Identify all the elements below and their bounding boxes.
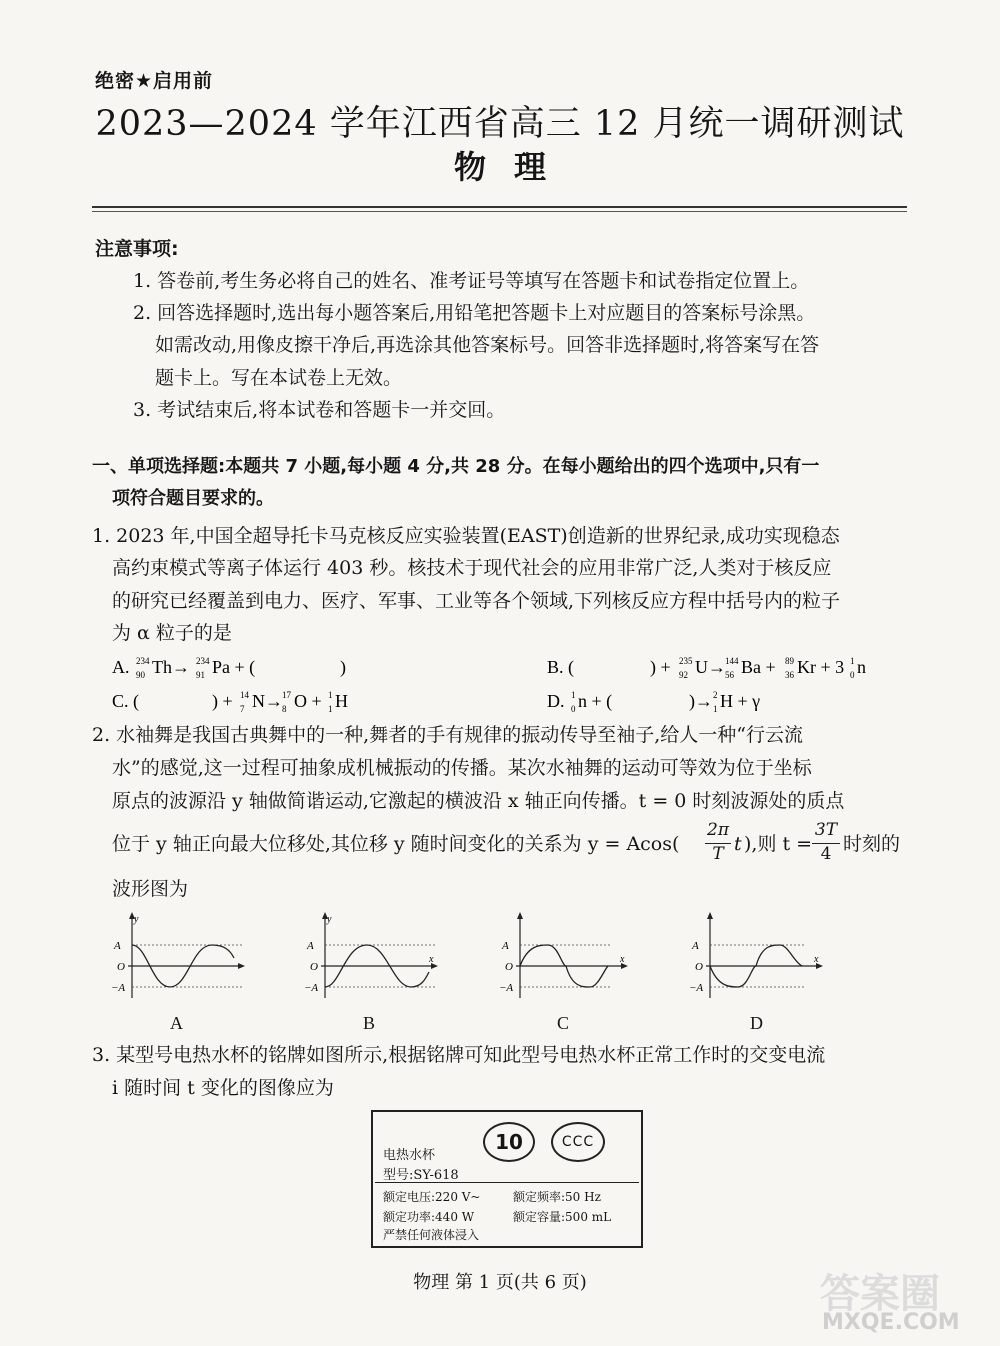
wave-graph-svg — [690, 910, 825, 1000]
notice-item: 1. 答卷前,考生务必将自己的姓名、准考证号等填写在答题卡和试卷指定位置上。 — [133, 270, 810, 292]
svg-text:0: 0 — [571, 704, 576, 714]
notice-heading: 注意事项: — [95, 238, 179, 260]
notice-item: 2. 回答选择题时,选出每小题答案后,用铅笔把答题卡上对应题目的答案标号涂黑。 — [133, 302, 816, 324]
svg-text:1: 1 — [713, 704, 718, 714]
section-heading: 一、单项选择题:本题共 7 小题,每小题 4 分,共 28 分。在每小题给出的四个选项中,只有一 — [92, 456, 820, 477]
svg-text:n + (: n + ( — [578, 691, 613, 711]
q1-stem: 高约束模式等离子体运行 403 秒。核技术于现代社会的应用非常广泛,人类对于核反应 — [112, 557, 832, 579]
svg-text:−A: −A — [112, 982, 126, 994]
plate-power: 额定功率:440 W — [383, 1210, 475, 1224]
notice-item: 题卡上。写在本试卷上无效。 — [155, 367, 403, 389]
svg-text:Ba +: Ba + — [741, 657, 776, 677]
svg-text:x: x — [814, 954, 819, 965]
plate-divider — [375, 1182, 639, 1183]
svg-text:A: A — [692, 940, 699, 952]
option-d-label: D. — [547, 691, 565, 711]
q2-stem: 波形图为 — [112, 878, 189, 900]
svg-text:)→: )→ — [689, 691, 713, 711]
wave-graph-b — [305, 910, 440, 1000]
option-b-label: B. ( — [547, 657, 574, 677]
svg-text:234: 234 — [136, 656, 150, 666]
svg-text:−A: −A — [500, 982, 514, 994]
wave-graph-svg — [112, 910, 247, 1000]
svg-text:1: 1 — [850, 656, 855, 666]
q2-stem: 原点的波源沿 y 轴做简谐运动,它激起的横波沿 x 轴正向传播。t = 0 时刻波源处的质点 — [112, 790, 845, 812]
svg-text:Th→: Th→ — [152, 657, 190, 677]
frac-denominator: T — [705, 843, 731, 864]
option-a-equation — [110, 652, 360, 682]
wave-graph-c — [500, 910, 635, 1000]
svg-text:89: 89 — [785, 656, 794, 666]
svg-text:): ) — [340, 657, 346, 677]
exam-title: 2023—2024 学年江西省高三 12 月统一调研测试 — [95, 104, 905, 144]
plate-frequency: 额定频率:50 Hz — [513, 1190, 601, 1204]
q1-stem: 为 α 粒子的是 — [112, 622, 232, 644]
svg-text:A: A — [114, 940, 121, 952]
svg-text:−A: −A — [690, 982, 704, 994]
q2-formula-text: 位于 y 轴正向最大位移处,其位移 y 随时间变化的关系为 y = Acos( — [112, 833, 680, 855]
svg-text:y: y — [134, 914, 139, 925]
svg-text:1: 1 — [328, 690, 333, 700]
svg-text:H + γ: H + γ — [720, 691, 761, 711]
wave-graph-d — [690, 910, 825, 1000]
q1-stem: 的研究已经覆盖到电力、医疗、军事、工业等各个领域,下列核反应方程中括号内的粒子 — [112, 590, 841, 612]
svg-text:A: A — [502, 940, 509, 952]
notice-item: 3. 考试结束后,将本试卷和答题卡一并交回。 — [133, 399, 506, 421]
graph-label-d: D — [750, 1013, 763, 1033]
q2-stem: 2. 水袖舞是我国古典舞中的一种,舞者的手有规律的振动传导至袖子,给人一种“行云流 — [92, 724, 803, 746]
energy-badge-icon: 10 — [483, 1122, 535, 1162]
q1-option-a — [110, 652, 360, 686]
svg-text:O: O — [505, 961, 513, 973]
q3-stem: i 随时间 t 变化的图像应为 — [112, 1077, 334, 1099]
section-heading-cont: 项符合题目要求的。 — [112, 488, 274, 509]
svg-text:A: A — [307, 940, 314, 952]
svg-text:n: n — [857, 657, 866, 677]
plate-warning: 严禁任何液体浸入 — [383, 1228, 480, 1242]
wave-graph-svg — [500, 910, 635, 1000]
option-b-equation — [545, 652, 905, 682]
svg-text:x: x — [620, 954, 625, 965]
graph-label-b: B — [363, 1013, 376, 1033]
svg-text:7: 7 — [240, 704, 245, 714]
q2-stem: 水”的感觉,这一过程可抽象成机械振动的传播。某次水袖舞的运动可等效为位于坐标 — [112, 757, 812, 779]
svg-text:8: 8 — [282, 704, 287, 714]
graph-label-a: A — [170, 1013, 183, 1033]
svg-text:14: 14 — [240, 690, 249, 700]
svg-text:0: 0 — [850, 670, 855, 680]
header-rule-thin — [92, 211, 907, 212]
subject-title: 物理 — [453, 148, 574, 186]
plate-volume: 额定容量:500 mL — [513, 1210, 612, 1224]
svg-text:Pa + (: Pa + ( — [212, 657, 256, 677]
svg-text:90: 90 — [136, 670, 145, 680]
plate-name: 电热水杯 — [383, 1148, 436, 1163]
confidential-mark: 绝密★启用前 — [95, 70, 214, 92]
q2-formula-line — [112, 820, 912, 868]
plate-voltage: 额定电压:220 V~ — [383, 1190, 481, 1204]
svg-text:) +: ) + — [212, 691, 233, 711]
svg-text:92: 92 — [679, 670, 688, 680]
svg-text:U→: U→ — [695, 657, 726, 677]
option-d-equation — [545, 686, 805, 716]
svg-text:y: y — [327, 914, 332, 925]
svg-text:O: O — [310, 961, 318, 973]
q1-stem: 1. 2023 年,中国全超导托卡马克核反应实验装置(EAST)创造新的世界纪录,成功实现稳态 — [92, 525, 840, 547]
header-rule — [92, 206, 907, 208]
svg-text:1: 1 — [328, 704, 333, 714]
frac-tail: t — [734, 833, 742, 855]
q1-option-b — [545, 652, 905, 686]
svg-text:O: O — [695, 961, 703, 973]
svg-text:144: 144 — [725, 656, 739, 666]
svg-text:56: 56 — [725, 670, 734, 680]
frac-numerator: 2π — [707, 820, 729, 840]
svg-text:N→: N→ — [252, 691, 283, 711]
plate-model: 型号:SY-618 — [383, 1168, 459, 1183]
q3-stem: 3. 某型号电热水杯的铭牌如图所示,根据铭牌可知此型号电热水杯正常工作时的交变电流 — [92, 1044, 826, 1066]
q2-formula-text: ),则 t = — [744, 833, 813, 855]
svg-text:234: 234 — [196, 656, 210, 666]
svg-text:36: 36 — [785, 670, 794, 680]
watermark-url: MXQE.COM — [822, 1310, 960, 1335]
watermark-logo: 答案圈 — [820, 1271, 940, 1317]
svg-text:O: O — [117, 961, 125, 973]
svg-text:) +: ) + — [650, 657, 671, 677]
svg-text:H: H — [335, 691, 348, 711]
q1-option-d — [545, 686, 805, 720]
page-footer: 物理 第 1 页(共 6 页) — [413, 1272, 587, 1293]
option-a-label: A. — [112, 657, 130, 677]
option-c-equation — [110, 686, 390, 716]
svg-text:17: 17 — [282, 690, 291, 700]
svg-text:91: 91 — [196, 670, 205, 680]
nameplate — [371, 1110, 643, 1248]
svg-text:x: x — [429, 954, 434, 965]
q2-formula-text: 时刻的 — [843, 833, 901, 855]
svg-text:Kr + 3: Kr + 3 — [797, 657, 845, 677]
wave-graph-svg — [305, 910, 440, 1000]
notice-item: 如需改动,用像皮擦干净后,再选涂其他答案标号。回答非选择题时,将答案写在答 — [155, 334, 820, 356]
svg-text:1: 1 — [571, 690, 576, 700]
svg-text:O +: O + — [294, 691, 322, 711]
ccc-icon: CCC — [551, 1122, 605, 1162]
svg-text:2: 2 — [713, 690, 718, 700]
wave-graph-a — [112, 910, 247, 1000]
q1-option-c — [110, 686, 390, 720]
svg-text:235: 235 — [679, 656, 693, 666]
frac-denominator: 4 — [812, 843, 840, 864]
frac-numerator: 3T — [814, 820, 838, 840]
svg-text:−A: −A — [305, 982, 319, 994]
graph-label-c: C — [557, 1013, 570, 1033]
option-c-label: C. ( — [112, 691, 139, 711]
